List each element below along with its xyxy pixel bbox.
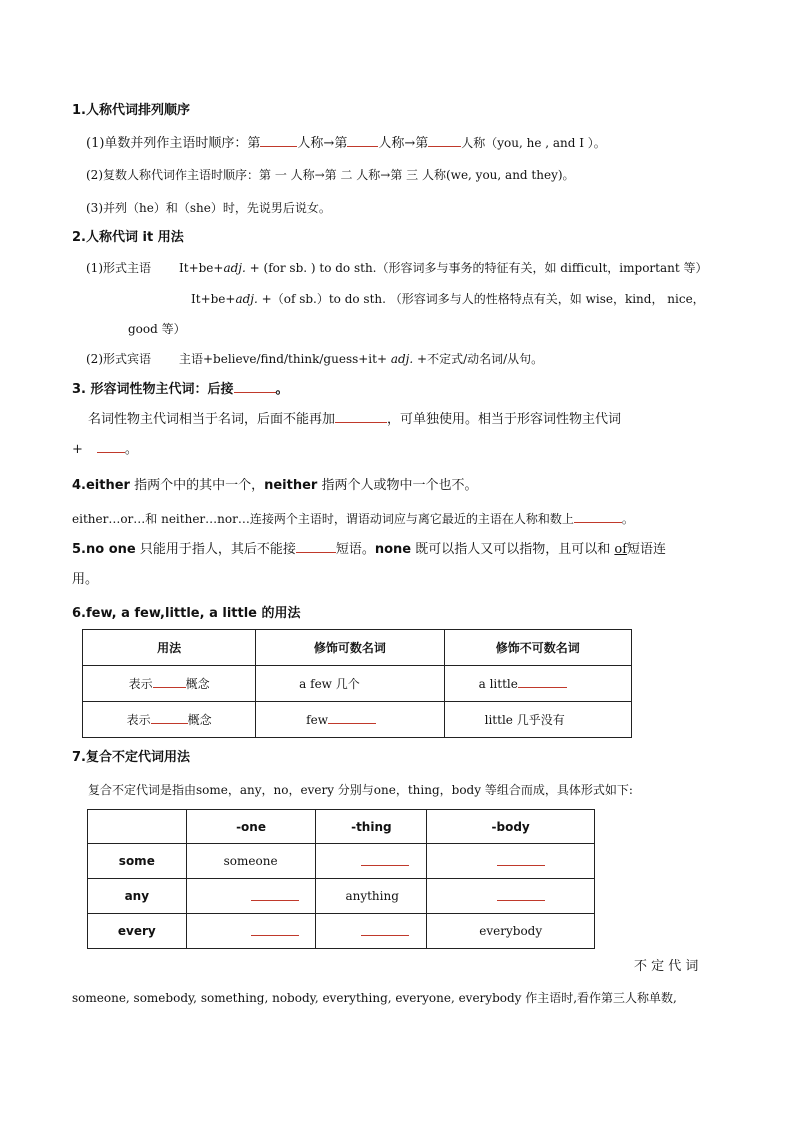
table-cell — [186, 914, 316, 949]
blank — [361, 854, 409, 866]
table-cell: someone — [186, 844, 316, 879]
blank — [347, 135, 378, 147]
table-header: -body — [427, 810, 595, 844]
section-1-line-1: (1)单数并列作主语时顺序：第 人称→第 人称→第 人称（you, he , and I ）。 — [86, 136, 606, 151]
section-2-title: 2.人称代词 it 用法 — [72, 230, 184, 245]
blank — [497, 889, 545, 901]
row-label: any — [88, 879, 187, 914]
table-cell: a few 几个 — [256, 666, 444, 702]
section-7-title: 7.复合不定代词用法 — [72, 750, 190, 765]
table-row — [83, 702, 632, 738]
table-header: -thing — [316, 810, 427, 844]
section-2-line-2: It+be+adj. +（of sb.）to do sth. （形容词多与人的性格特点有关，如 wise，kind， nice， — [191, 292, 705, 306]
section-1-line-2: (2)复数人称代词作主语时顺序：第 一 人称→第 二 人称→第 三 人称(we, you, and they)。 — [86, 168, 575, 182]
section-4-line-1: either…or…和 neither…nor…连接两个主语时，谓语动词应与离它最近的主语在人称和数上 。 — [72, 512, 634, 526]
table-cell — [186, 879, 316, 914]
table-header — [88, 810, 187, 844]
table-row — [88, 914, 595, 949]
section-2-line-3: good 等） — [128, 322, 186, 336]
blank — [518, 676, 567, 688]
blank — [251, 889, 299, 901]
table-row — [88, 844, 595, 879]
section-2-line-1: (1)形式主语 It+be+adj. + (for sb. ) to do sth.（形容词多与事务的特征有关，如 difficult，important 等） — [86, 261, 708, 275]
table-header: 修饰可数名词 — [256, 630, 444, 666]
section-4-title: 4.either 指两个中的其中一个，neither 指两个人或物中一个也不。 — [72, 478, 478, 493]
blank — [335, 411, 387, 423]
table-row — [88, 879, 595, 914]
table-cell: anything — [316, 879, 427, 914]
table-cell: 表示 概念 — [83, 666, 256, 702]
section-5-line-1: 5.no one 只能用于指人，其后不能接 短语。none 既可以指人又可以指物，且可以和 of短语连 — [72, 542, 667, 557]
table-cell — [316, 844, 427, 879]
table-cell: little 几乎没有 — [444, 702, 631, 738]
section-3-line-2: + 。 — [72, 442, 138, 457]
blank — [328, 712, 376, 724]
table-cell: everybody — [427, 914, 595, 949]
table-cell: few — [256, 702, 444, 738]
blank — [497, 854, 545, 866]
section-3-title: 3. 形容词性物主代词：后接 。 — [72, 382, 289, 397]
few-little-table — [82, 629, 632, 738]
section-7-after-a: 不 定 代 词 — [634, 959, 699, 974]
section-1-title: 1.人称代词排列顺序 — [72, 103, 190, 118]
table-header: 用法 — [83, 630, 256, 666]
section-3-line-1: 名词性物主代词相当于名词，后面不能再加 ，可单独使用。相当于形容词性物主代词 — [88, 412, 622, 427]
table-header: 修饰不可数名词 — [444, 630, 631, 666]
blank — [428, 135, 461, 147]
table-header: -one — [186, 810, 316, 844]
row-label: every — [88, 914, 187, 949]
row-label: some — [88, 844, 187, 879]
blank — [153, 676, 186, 688]
section-1-line-3: (3)并列（he）和（she）时，先说男后说女。 — [86, 201, 331, 215]
table-cell: a little — [444, 666, 631, 702]
blank — [97, 441, 125, 453]
table-cell — [427, 844, 595, 879]
blank — [234, 381, 276, 393]
blank — [574, 511, 622, 523]
section-2-line-4: (2)形式宾语 主语+believe/find/think/guess+it+ adj. +不定式/动名词/从句。 — [86, 352, 544, 366]
section-7-after-b: someone, somebody, something, nobody, everything, everyone, everybody 作主语时,看作第三人称单数, — [72, 991, 677, 1005]
blank — [296, 541, 336, 553]
blank — [251, 924, 299, 936]
table-cell — [427, 879, 595, 914]
section-7-intro: 复合不定代词是指由some，any，no，every 分别与one，thing，body 等组合而成，具体形式如下: — [88, 783, 633, 797]
blank — [260, 135, 297, 147]
compound-pronoun-table — [87, 809, 595, 949]
table-row — [83, 666, 632, 702]
blank — [361, 924, 409, 936]
table-cell — [316, 914, 427, 949]
blank — [151, 712, 188, 724]
section-5-line-2: 用。 — [72, 572, 99, 587]
section-6-title: 6.few, a few,little, a little 的用法 — [72, 606, 301, 621]
table-cell: 表示 概念 — [83, 702, 256, 738]
